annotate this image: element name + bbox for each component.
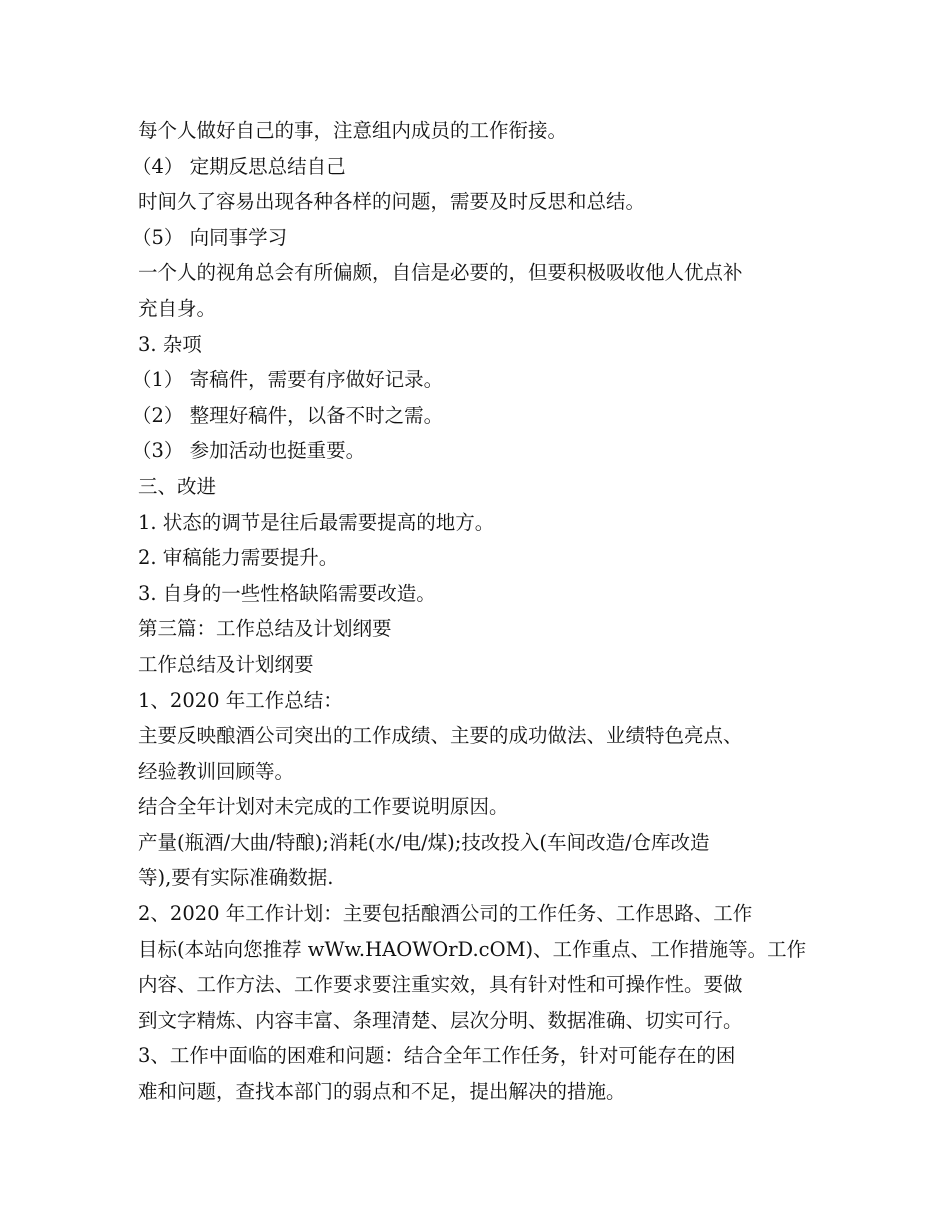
paragraph-line: 产量(瓶酒/大曲/特酿);消耗(水/电/煤);技改投入(车间改造/仓库改造 bbox=[138, 830, 710, 854]
document-body bbox=[132, 113, 818, 1110]
paragraph-line: 结合全年计划对未完成的工作要说明原因。 bbox=[138, 795, 509, 819]
paragraph-line: 经验教训回顾等。 bbox=[138, 759, 295, 783]
section-heading-misc: 3. 杂项 bbox=[138, 332, 202, 356]
paragraph-line: 内容、工作方法、工作要求要注重实效，具有针对性和可操作性。要做 bbox=[138, 973, 743, 997]
paragraph-line: 3、工作中面临的困难和问题：结合全年工作任务，针对可能存在的困 bbox=[138, 1044, 736, 1068]
paragraph-line: 充自身。 bbox=[138, 296, 217, 320]
paragraph-line: 等),要有实际准确数据. bbox=[138, 866, 334, 890]
chapter-title: 第三篇：工作总结及计划纲要 bbox=[138, 617, 392, 641]
list-item-5: （5） 向同事学习 bbox=[132, 225, 288, 249]
document-title: 工作总结及计划纲要 bbox=[138, 652, 314, 676]
paragraph-line: 目标(本站向您推荐 wWw.HAOWOrD.cOM)、工作重点、工作措施等。工作 bbox=[138, 937, 807, 961]
paragraph-line: 时间久了容易出现各种各样的问题，需要及时反思和总结。 bbox=[138, 190, 646, 214]
paragraph-line: 主要反映酿酒公司突出的工作成绩、主要的成功做法、业绩特色亮点、 bbox=[138, 724, 743, 748]
list-item-2: （2） 整理好稿件，以备不时之需。 bbox=[132, 403, 444, 427]
paragraph-line: 到文字精炼、内容丰富、条理清楚、层次分明、数据准确、切实可行。 bbox=[138, 1008, 743, 1032]
paragraph-line: 难和问题，查找本部门的弱点和不足，提出解决的措施。 bbox=[138, 1080, 626, 1104]
paragraph-line: 3. 自身的一些性格缺陷需要改造。 bbox=[138, 581, 436, 605]
list-item-3: （3） 参加活动也挺重要。 bbox=[132, 439, 366, 463]
section-heading-improve: 三、改进 bbox=[138, 474, 217, 498]
section-heading-summary: 1、2020 年工作总结： bbox=[138, 688, 343, 712]
paragraph-line: 一个人的视角总会有所偏颇，自信是必要的，但要积极吸收他人优点补 bbox=[138, 261, 743, 285]
paragraph-line: 2、2020 年工作计划：主要包括酿酒公司的工作任务、工作思路、工作 bbox=[138, 902, 753, 926]
paragraph-line: 每个人做好自己的事，注意组内成员的工作衔接。 bbox=[138, 119, 568, 142]
list-item-1: （1） 寄稿件，需要有序做好记录。 bbox=[132, 368, 444, 392]
list-item-4: （4） 定期反思总结自己 bbox=[132, 154, 346, 178]
paragraph-line: 2. 审稿能力需要提升。 bbox=[138, 546, 339, 570]
paragraph-line: 1. 状态的调节是往后最需要提高的地方。 bbox=[138, 510, 495, 534]
